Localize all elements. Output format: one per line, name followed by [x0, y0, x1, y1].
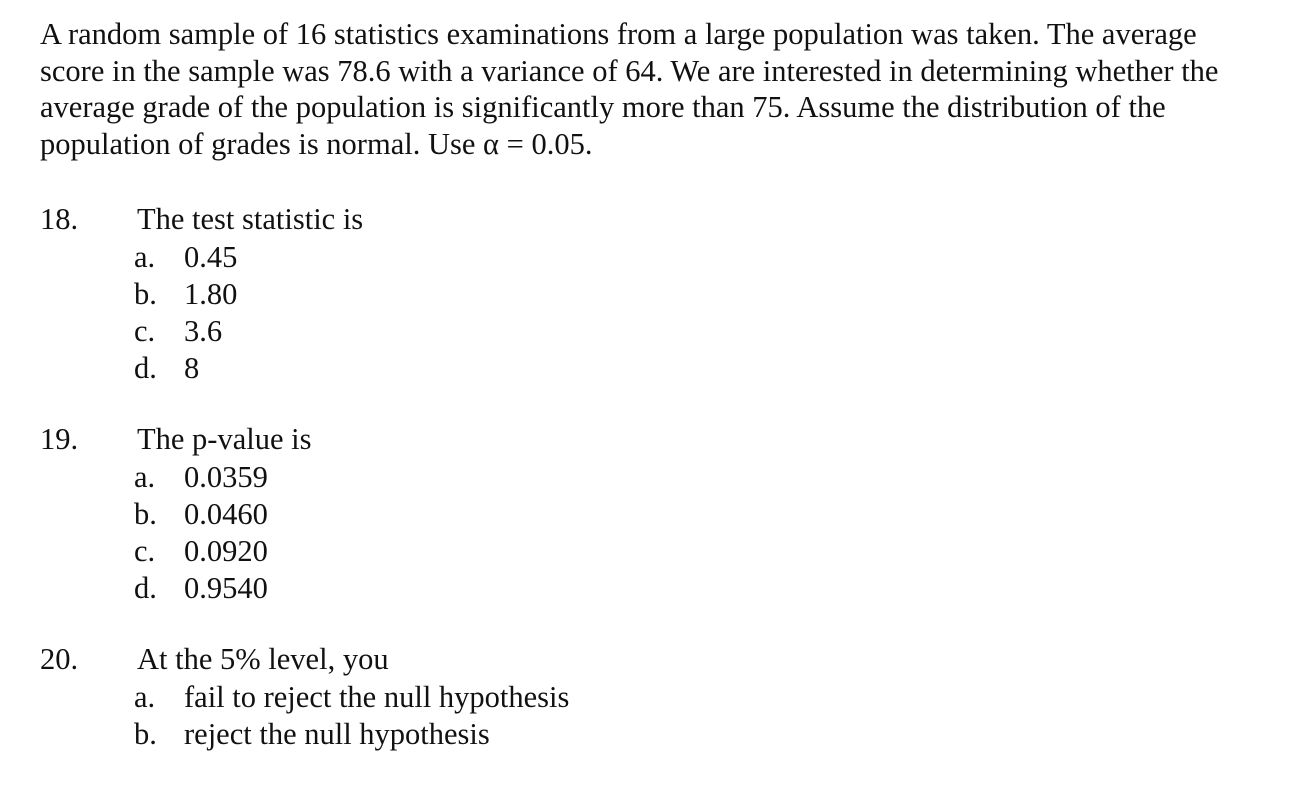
answer-options — [134, 239, 237, 387]
question-number: 20. — [40, 642, 79, 676]
statement-line: A random sample of 16 statistics examinations from a large population was taken. The average — [40, 17, 1197, 51]
option-text: 0.0460 — [184, 497, 268, 531]
answer-option-b — [134, 496, 268, 533]
document-page — [40, 16, 1290, 751]
question-stem: The test statistic is — [137, 202, 364, 236]
question-number: 18. — [40, 202, 79, 236]
option-letter: d. — [134, 351, 157, 385]
answer-option-a — [134, 239, 237, 276]
option-text: 3.6 — [184, 314, 223, 348]
option-letter: c. — [134, 534, 156, 568]
option-text: 0.0359 — [184, 460, 268, 494]
option-letter: a. — [134, 680, 156, 714]
option-text: fail to reject the null hypothesis — [184, 680, 570, 714]
answer-option-c — [134, 313, 237, 350]
option-text: 0.45 — [184, 240, 238, 274]
option-letter: b. — [134, 497, 157, 531]
option-letter: a. — [134, 460, 156, 494]
answer-option-d — [134, 350, 237, 387]
option-text: reject the null hypothesis — [184, 717, 490, 751]
answer-option-d — [134, 570, 268, 607]
statement-line: population of grades is normal. Use α = 0.05. — [40, 126, 593, 161]
option-text: 0.9540 — [184, 571, 268, 605]
option-letter: b. — [134, 717, 157, 751]
answer-option-b — [134, 716, 569, 753]
statement-line: average grade of the population is significantly more than 75. Assume the distribution of the — [40, 90, 1166, 124]
question-number: 19. — [40, 422, 79, 456]
option-letter: c. — [134, 314, 156, 348]
option-text: 1.80 — [184, 277, 238, 311]
answer-option-a — [134, 679, 569, 716]
question-stem: The p-value is — [137, 422, 312, 456]
option-text: 0.0920 — [184, 534, 268, 568]
answer-options — [134, 679, 569, 753]
option-letter: a. — [134, 240, 156, 274]
question-stem: At the 5% level, you — [137, 642, 389, 676]
option-letter: d. — [134, 571, 157, 605]
answer-option-a — [134, 459, 268, 496]
option-letter: b. — [134, 277, 157, 311]
answer-option-b — [134, 276, 237, 313]
statement-line: score in the sample was 78.6 with a variance of 64. We are interested in determining whether the — [40, 53, 1219, 88]
answer-option-c — [134, 533, 268, 570]
answer-options — [134, 459, 268, 607]
option-text: 8 — [184, 351, 200, 385]
problem-statement — [40, 16, 1290, 162]
